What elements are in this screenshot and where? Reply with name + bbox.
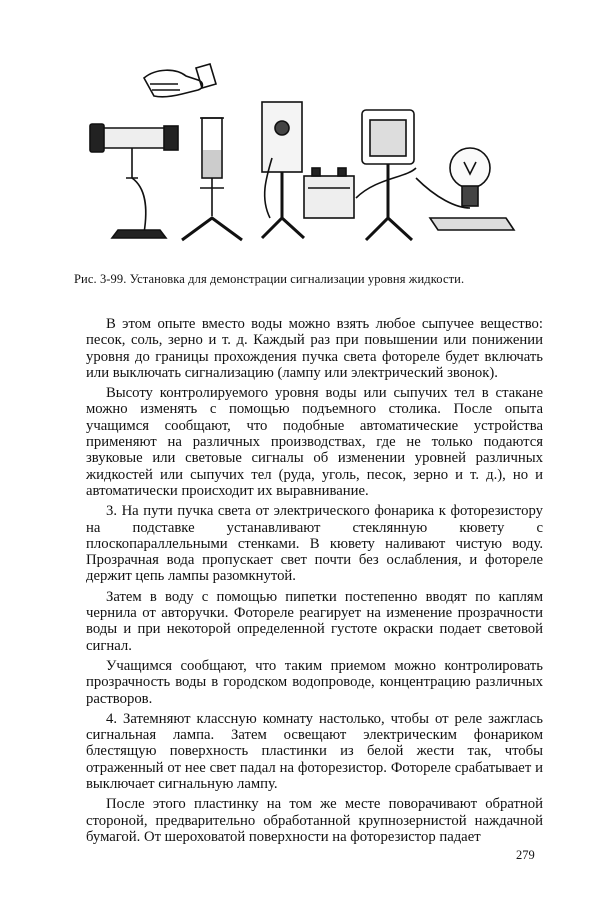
battery-icon (304, 168, 354, 218)
signal-lamp-icon (416, 148, 514, 230)
apparatus-illustration (86, 58, 526, 258)
beaker-on-lift-table-icon (182, 118, 242, 240)
body-text (86, 316, 543, 849)
paragraph: После этого пластинку на том же месте поворачивают обратной стороной, предварительно обработанной крупнозернистой наждачной бумагой. От шероховатой поверхности на фоторезистор падает (86, 796, 543, 845)
flashlight-on-stand-icon (90, 124, 178, 238)
hand-with-beaker-icon (144, 64, 216, 97)
paragraph: Учащимся сообщают, что таким приемом можно контролировать прозрачность воды в городском водопроводе, концентрацию различных растворов. (86, 657, 543, 707)
paragraph: 3. На пути пучка света от электрического фонарика к фоторезистору на подставке устанавливают стеклянную кювету с плоскопараллельными стенками. В кювету наливают чистую воду. Прозрачная вода пропускает свет почти без ослабления, и фотореле держит цепь лампы разомкнутой. (86, 503, 543, 585)
paragraph: Высоту контролируемого уровня воды или сыпучих тел в стакане можно изменять с помощью подъемного столика. После опыта учащимся сообщают, что подобные автоматические устройства применяют на различных производствах, где не только подаются звуковые или световые сигналы об изменении уровней различных жидкостей или сыпучих тел (руда, уголь, песок, зерно и т. д.), но и автоматически происходит их выравнивание. (86, 385, 543, 499)
paragraph: Затем в воду с помощью пипетки постепенно вводят по каплям чернила от авторучки. Фотореле реагирует на изменение прозрачности воды и при некоторой определенной густоте окраски подает световой сигнал. (86, 588, 543, 654)
photorelay-icon (356, 110, 416, 240)
photoresistor-on-stand-icon (262, 102, 304, 238)
figure-caption: Рис. 3-99. Установка для демонстрации сигнализации уровня жидкости. (74, 272, 465, 286)
page-number: 279 (516, 848, 535, 862)
paragraph: В этом опыте вместо воды можно взять любое сыпучее вещество: песок, соль, зерно и т. д. Каждый раз при повышении или понижении уровня до границы прохождения пучка света фотореле будет включать или выключать сигнализацию (лампу или электрический звонок). (86, 316, 543, 381)
paragraph: 4. Затемняют классную комнату настолько, чтобы от реле зажглась сигнальная лампа. Затем освещают электрическим фонариком блестящую поверхность пластинки из белой жести так, чтобы отраженный от нее свет падал на фоторезистор. Фотореле срабатывает и выключает сигнальную лампу. (86, 710, 543, 793)
